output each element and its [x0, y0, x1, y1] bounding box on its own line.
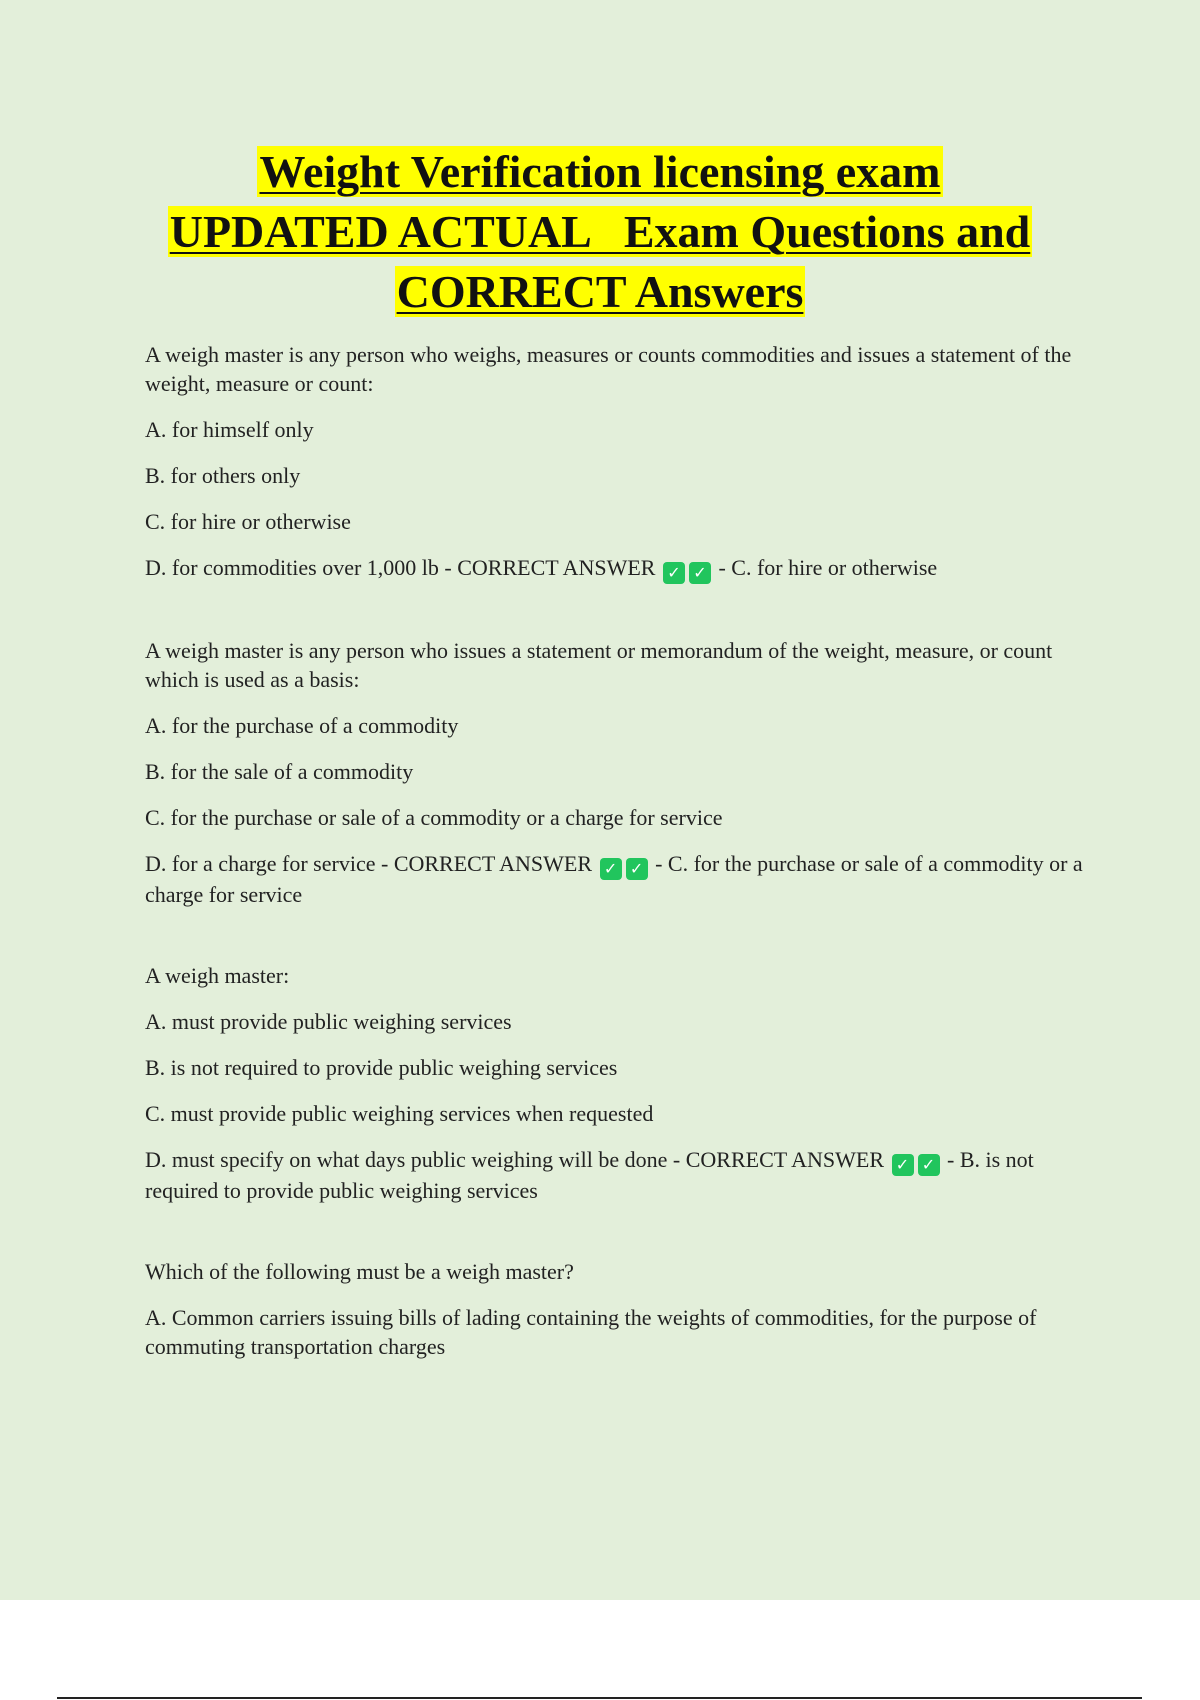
question-text: Which of the following must be a weigh master? — [145, 1259, 574, 1284]
option-a: A. for himself only — [145, 417, 314, 442]
correct-answer-text: - C. for the purchase or sale of a commodity or a charge for service — [145, 851, 1083, 907]
correct-answer-text: - B. is not required to provide public weighing services — [145, 1147, 1034, 1203]
correct-answer-label: CORRECT ANSWER — [685, 1147, 884, 1172]
title-line-2: UPDATED ACTUAL Exam Questions and — [169, 206, 1031, 257]
question-1 — [145, 340, 1090, 584]
question-3 — [145, 961, 1090, 1205]
option-b: B. is not required to provide public weighing services — [145, 1055, 618, 1080]
correct-answer-text: - C. for hire or otherwise — [718, 555, 938, 580]
question-text: A weigh master: — [145, 963, 290, 988]
option-d: D. for commodities over 1,000 lb - — [145, 555, 458, 580]
check-icon: ✓ — [689, 562, 711, 584]
question-2 — [145, 636, 1090, 909]
option-d-with-answer — [145, 1145, 1090, 1205]
option-a: A. Common carriers issuing bills of lading containing the weights of commodities, for the purpose of commuting transportation charges — [145, 1305, 1037, 1359]
footer-divider — [57, 1697, 1142, 1699]
option-d: D. for a charge for service - — [145, 851, 394, 876]
title-line-3: CORRECT Answers — [396, 266, 804, 317]
option-d-with-answer — [145, 849, 1090, 909]
question-text: A weigh master is any person who weighs, measures or counts commodities and issues a statement of the weight, measure or count: — [145, 342, 1072, 396]
check-icon: ✓ — [918, 1154, 940, 1176]
option-d-with-answer — [145, 553, 1090, 584]
question-text: A weigh master is any person who issues a statement or memorandum of the weight, measure, or count which is used as a basis: — [145, 638, 1053, 692]
title-line-1: Weight Verification licensing exam — [259, 146, 941, 197]
option-b: B. for others only — [145, 463, 301, 488]
option-c: C. for hire or otherwise — [145, 509, 351, 534]
document-title — [0, 142, 1200, 322]
option-a: A. must provide public weighing services — [145, 1009, 512, 1034]
correct-answer-label: CORRECT ANSWER — [457, 555, 656, 580]
option-d: D. must specify on what days public weighing will be done - — [145, 1147, 686, 1172]
check-icon: ✓ — [663, 562, 685, 584]
option-c: C. for the purchase or sale of a commodity or a charge for service — [145, 805, 723, 830]
question-4 — [145, 1257, 1090, 1361]
questions-list — [145, 340, 1090, 1413]
option-b: B. for the sale of a commodity — [145, 759, 414, 784]
correct-answer-label: CORRECT ANSWER — [393, 851, 593, 876]
option-c: C. must provide public weighing services when requested — [145, 1101, 654, 1126]
option-a: A. for the purchase of a commodity — [145, 713, 459, 738]
check-icon: ✓ — [892, 1154, 914, 1176]
check-icon: ✓ — [600, 858, 622, 880]
check-icon: ✓ — [626, 858, 648, 880]
